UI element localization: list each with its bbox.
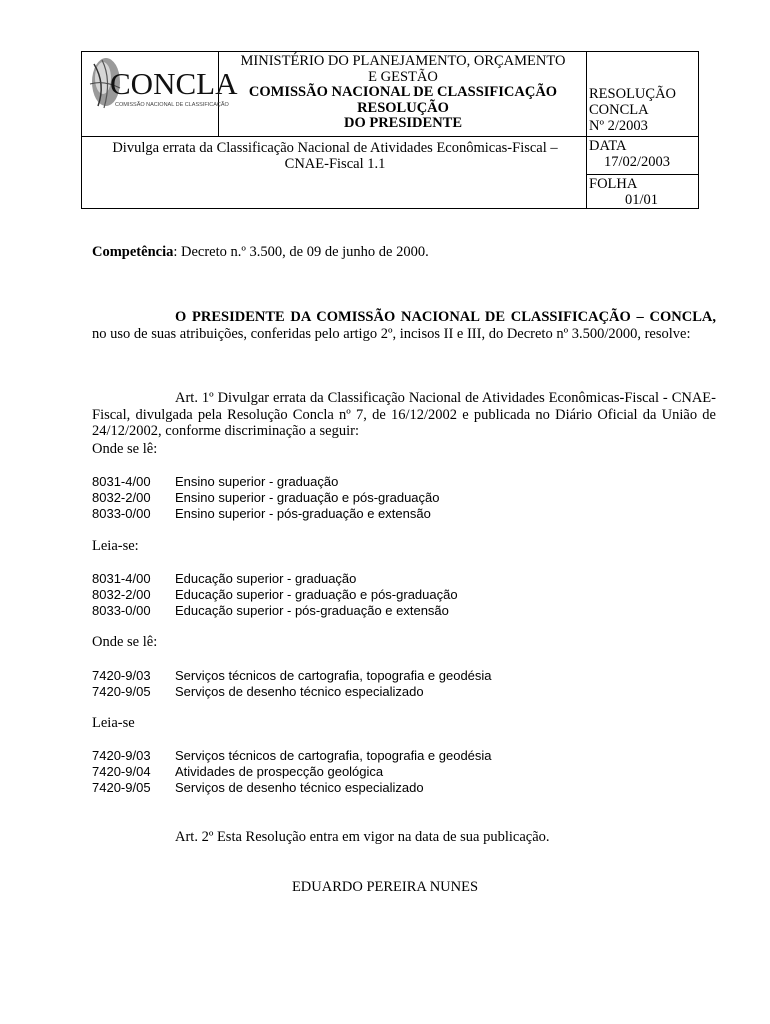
sheet-label: FOLHA [589,176,638,192]
cnae-code: 7420-9/03 [92,748,151,763]
cnae-description: Educação superior - graduação e pós-graduação [175,587,458,602]
concla-logo [84,54,238,136]
list-item [92,571,356,587]
ementa-line1: Divulga errata da Classificação Nacional de Atividades Econômicas-Fiscal – [112,140,558,156]
cnae-code: 8032-2/00 [92,490,151,505]
signature-name: EDUARDO PEREIRA NUNES [291,879,479,895]
commission-title: COMISSÃO NACIONAL DE CLASSIFICAÇÃO [248,84,558,100]
date-block [589,138,670,170]
sheet-value: 01/01 [625,192,659,208]
cnae-code: 8033-0/00 [92,603,151,618]
header-table [81,51,699,209]
cnae-description: Ensino superior - pós-graduação e extensão [175,506,431,521]
logo-text: CONCLA [110,66,238,101]
ministry-line2: E GESTÃO [368,68,438,85]
article-2: Art. 2º Esta Resolução entra em vigor na data de sua publicação. [175,829,550,845]
ministry-line1: MINISTÉRIO DO PLANEJAMENTO, ORÇAMENTO [240,53,566,69]
cnae-code: 7420-9/04 [92,764,151,779]
ementa [84,140,586,172]
cnae-description: Ensino superior - graduação [175,474,339,489]
list-item [92,603,449,619]
ministry-block [220,54,586,132]
resolution-label: RESOLUÇÃO [589,86,677,102]
date-label: DATA [589,138,627,154]
divider [586,52,587,208]
cnae-description: Ensino superior - graduação e pós-graduação [175,490,440,505]
competence-paragraph [92,244,716,261]
date-value: 17/02/2003 [604,154,671,170]
ementa-line2: CNAE-Fiscal 1.1 [284,156,386,172]
cnae-description: Atividades de prospecção geológica [175,764,384,779]
logo-subtitle: COMISSÃO NACIONAL DE CLASSIFICAÇÃO [115,102,229,108]
competence-label: Competência [92,244,174,260]
list-item [92,506,431,522]
cnae-code: 8031-4/00 [92,571,151,586]
cnae-description: Educação superior - graduação [175,571,357,586]
list-item [92,474,338,490]
list-item [92,587,458,603]
divider [586,174,698,175]
list-item [92,780,424,796]
sheet-block [589,176,658,208]
preamble-bold: O PRESIDENTE DA COMISSÃO NACIONAL DE CLASSIFICAÇÃO – CONCLA, [175,309,716,325]
read-as-label-2: Leia-se [92,715,135,731]
cnae-description: Educação superior - pós-graduação e extensão [175,603,449,618]
cnae-description: Serviços técnicos de cartografia, topografia e geodésia [175,668,492,683]
divider [82,136,586,137]
resolution-number: Nº 2/2003 [589,118,648,134]
list-item [92,668,492,684]
resolution-number-block [589,86,676,134]
cnae-description: Serviços técnicos de cartografia, topografia e geodésia [175,748,492,763]
cnae-code: 7420-9/05 [92,684,151,699]
preamble-text: no uso de suas atribuições, conferidas pelo artigo 2º, incisos II e III, do Decreto nº 3.500/2000, resolve: [92,325,691,342]
cnae-description: Serviços de desenho técnico especializado [175,684,424,699]
resolution-org: CONCLA [589,102,649,118]
preamble-paragraph [92,309,716,342]
list-item [92,764,383,780]
cnae-code: 7420-9/05 [92,780,151,795]
where-reads-label-1: Onde se lê: [92,441,158,457]
cnae-code: 8033-0/00 [92,506,151,521]
cnae-description: Serviços de desenho técnico especializado [175,780,424,795]
resolution-title: RESOLUÇÃO [357,99,449,116]
list-item [92,490,440,506]
cnae-code: 8031-4/00 [92,474,151,489]
divider [586,136,698,137]
article-1: Art. 1º Divulgar errata da Classificação Nacional de Atividades Econômicas-Fiscal - CNAE-Fiscal, divulgada pela Resolução Concla nº 7, de 16/12/2002 e publicada no Diário Oficial da União de 24/12/2002, conforme discriminação a seguir: [92,390,716,439]
competence-text: : Decreto n.º 3.500, de 09 de junho de 2000. [173,244,429,260]
list-item [92,748,492,764]
cnae-code: 8032-2/00 [92,587,151,602]
where-reads-label-2: Onde se lê: [92,634,158,650]
read-as-label-1: Leia-se: [92,538,139,554]
cnae-code: 7420-9/03 [92,668,151,683]
president-title: DO PRESIDENTE [343,115,463,131]
list-item [92,684,424,700]
